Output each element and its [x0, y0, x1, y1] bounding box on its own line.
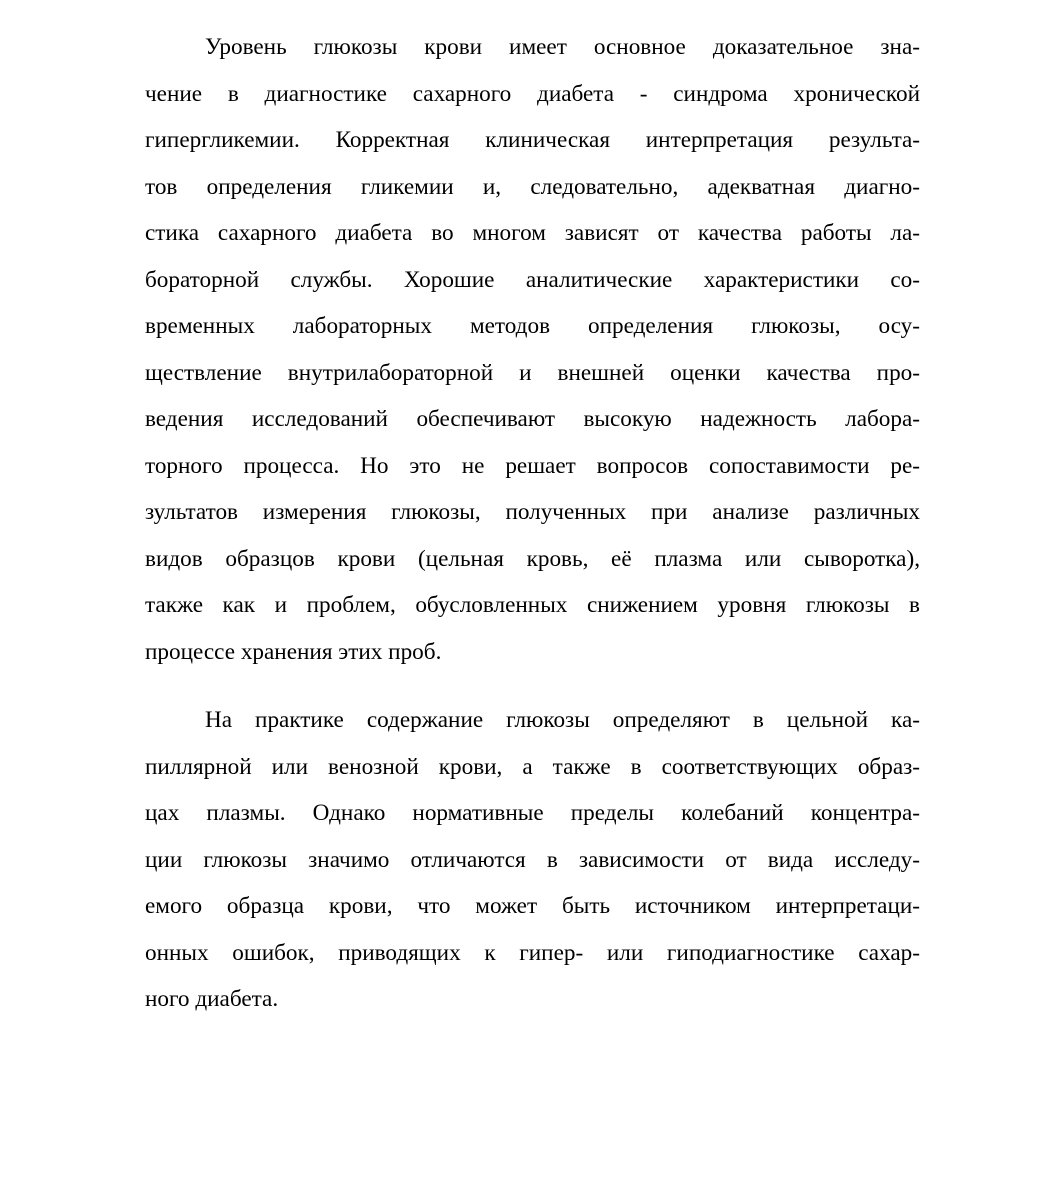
- text-line: временных лабораторных методов определения глюкозы, осу-: [145, 313, 920, 339]
- text-line: стика сахарного диабета во многом зависят от качества работы ла-: [145, 220, 920, 246]
- text-line: ного диабета.: [145, 986, 279, 1012]
- paragraph-1: [145, 24, 920, 675]
- text-line: онных ошибок, приводящих к гипер- или гиподиагностике сахар-: [145, 939, 920, 966]
- text-line: гипергликемии. Корректная клиническая интерпретация результа-: [145, 127, 920, 153]
- text-line: емого образца крови, что может быть источником интерпретаци-: [145, 893, 920, 919]
- text-line: Уровень глюкозы крови имеет основное доказательное зна-: [205, 34, 920, 60]
- text-line: чение в диагностике сахарного диабета - синдрома хронической: [145, 80, 920, 107]
- paragraph-2: [145, 697, 920, 1023]
- text-line: бораторной службы. Хорошие аналитические характеристики со-: [145, 266, 920, 293]
- text-line: зультатов измерения глюкозы, полученных при анализе различных: [145, 499, 920, 525]
- text-line: видов образцов крови (цельная кровь, её плазма или сыворотка),: [145, 545, 920, 572]
- text-line: пиллярной или венозной крови, а также в соответствующих образ-: [145, 753, 920, 780]
- text-line: тов определения гликемии и, следовательно, адекватная диагно-: [145, 173, 920, 200]
- text-line: На практике содержание глюкозы определяют в цельной ка-: [205, 707, 920, 733]
- text-line: ществление внутрилабораторной и внешней оценки качества про-: [145, 359, 920, 386]
- text-line: торного процесса. Но это не решает вопросов сопоставимости ре-: [145, 452, 920, 479]
- text-line: ции глюкозы значимо отличаются в зависимости от вида исследу-: [145, 846, 920, 873]
- text-line: процессе хранения этих проб.: [145, 638, 442, 665]
- text-line: цах плазмы. Однако нормативные пределы колебаний концентра-: [145, 800, 920, 826]
- document-page: [145, 24, 920, 1023]
- text-line: также как и проблем, обусловленных снижением уровня глюкозы в: [145, 592, 920, 618]
- text-line: ведения исследований обеспечивают высокую надежность лабора-: [145, 406, 920, 432]
